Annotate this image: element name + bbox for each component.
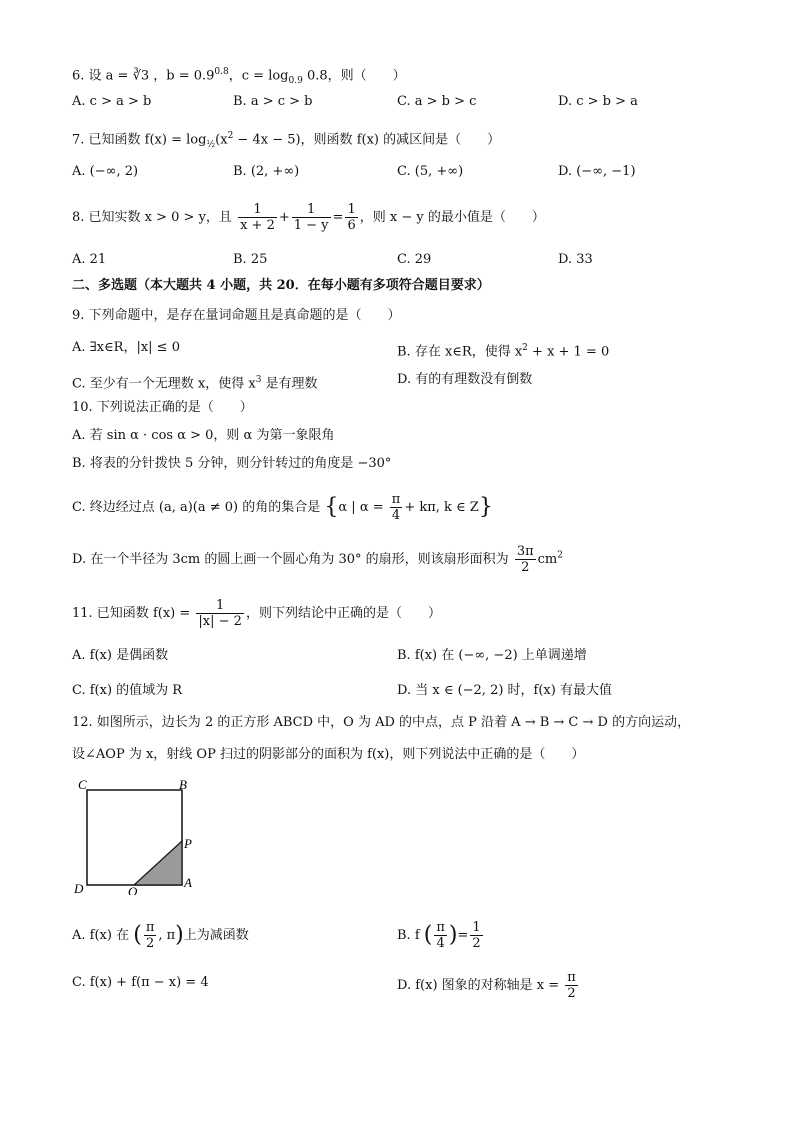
q12-option-c: C. f(x) + f(π − x) = 4 bbox=[72, 975, 209, 990]
q12-stem-line-2: 设∠AOP 为 x，射线 OP 扫过的阴影部分的面积为 f(x)，则下列说法中正确的是（ ） bbox=[72, 747, 585, 762]
q11-stem: 11. 已知函数 f(x) = $\frac{1}{|x| - 2}$ ，则下列结论中正确的是（ ） bbox=[72, 598, 441, 629]
q9-stem: 9. 下列命题中，是存在量词命题且是真命题的是（ ） bbox=[72, 308, 401, 323]
section-heading: 二、多选题（本大题共 4 小题，共 20．在每小题有多项符合题目要求） bbox=[72, 278, 490, 293]
label-p: P bbox=[184, 836, 192, 851]
q9-option-a: A. ∃x∈R，|x| ≤ 0 bbox=[72, 340, 180, 355]
q10-option-d: D. 在一个半径为 3cm 的圆上画一个圆心角为 30° 的扇形，则该扇形面积为 $\frac{3\pi}{2}$ $cm^2$ bbox=[72, 544, 563, 575]
q8-fraction-3: $\frac{1}{6}$ bbox=[347, 202, 356, 233]
q10-option-b: B. 将表的分针拨快 5 分钟，则分针转过的角度是 −30° bbox=[72, 456, 392, 471]
q12-option-a-fraction: $\frac{\pi}{2}$ bbox=[145, 920, 155, 951]
q8-option-b: B. 25 bbox=[233, 252, 268, 267]
label-d: D bbox=[74, 881, 84, 895]
q8-option-c: C. 29 bbox=[397, 252, 432, 267]
q6-option-a: A. c > a > b bbox=[72, 94, 152, 109]
square-figure bbox=[72, 775, 202, 895]
q9-option-c: C. 至少有一个无理数 x，使得 $x^3$ 是有理数 bbox=[72, 375, 318, 392]
q10-option-c-fraction: $\frac{\pi}{4}$ bbox=[391, 492, 401, 523]
q11-option-d: D. 当 x ∈ (−2, 2) 时，f(x) 有最大值 bbox=[397, 683, 612, 698]
q9-option-d: D. 有的有理数没有倒数 bbox=[397, 372, 533, 387]
q8-fraction-1: $\frac{1}{x + 2}$ bbox=[240, 202, 275, 233]
q7-option-d: D. (−∞, −1) bbox=[558, 164, 636, 179]
q11-fraction: $\frac{1}{|x| - 2}$ bbox=[198, 598, 242, 629]
q8-option-d: D. 33 bbox=[558, 252, 593, 267]
q8-stem: 8. 已知实数 x > 0 > y，且 $\frac{1}{x + 2}$ + $\frac{1}{1 - y}$ = $\frac{1}{6}$ ，则 x − y 的最小值是（ ） bbox=[72, 202, 545, 233]
q6-option-d: D. c > b > a bbox=[558, 94, 638, 109]
q12-option-d-fraction: $\frac{\pi}{2}$ bbox=[567, 970, 576, 1001]
q11-option-c: C. f(x) 的值域为 R bbox=[72, 683, 183, 698]
q7-option-c: C. (5, +∞) bbox=[397, 164, 464, 179]
q6-option-b: B. a > c > b bbox=[233, 94, 313, 109]
q12-stem-line-1: 12. 如图所示，边长为 2 的正方形 ABCD 中，O 为 AD 的中点，点 P 沿着 A → B → C → D 的方向运动， bbox=[72, 715, 691, 730]
label-a: A bbox=[184, 875, 192, 890]
q10-option-a: A. 若 sin α · cos α > 0，则 α 为第一象限角 bbox=[72, 428, 335, 443]
q12-option-b-result: $\frac{1}{2}$ bbox=[472, 920, 481, 951]
q7-option-b: B. (2, +∞) bbox=[233, 164, 300, 179]
q10-stem: 10. 下列说法正确的是（ ） bbox=[72, 400, 253, 415]
label-c: C bbox=[78, 777, 87, 792]
q7-stem: 7. 已知函数 $f(x) = \log_{\frac{1}{2}}(x^2 - 4x - 5)$，则函数 f(x) 的减区间是（ ） bbox=[72, 131, 501, 150]
q11-option-a: A. f(x) 是偶函数 bbox=[72, 648, 169, 663]
q10-option-c: C. 终边经过点 (a, a)(a ≠ 0) 的角的集合是 {α | α = $\frac{\pi}{4}$ + kπ, k ∈ Z} bbox=[72, 492, 493, 523]
q12-option-a: A. f(x) 在 ( $\frac{\pi}{2}$ , π)上为减函数 bbox=[72, 920, 249, 951]
q12-option-b: B. f ( $\frac{\pi}{4}$ )= $\frac{1}{2}$ bbox=[397, 920, 481, 951]
q8-option-a: A. 21 bbox=[72, 252, 107, 267]
q7-option-a: A. (−∞, 2) bbox=[72, 164, 139, 179]
q6-option-c: C. a > b > c bbox=[397, 94, 477, 109]
q10-option-d-fraction: $\frac{3\pi}{2}$ bbox=[516, 544, 534, 575]
q12-option-b-fraction: $\frac{\pi}{4}$ bbox=[436, 920, 445, 951]
q9-option-b: B. 存在 x∈R，使得 $x^2 + x + 1 = 0$ bbox=[397, 343, 610, 360]
q8-fraction-2: $\frac{1}{1 - y}$ bbox=[293, 202, 329, 233]
q11-option-b: B. f(x) 在 (−∞, −2) 上单调递增 bbox=[397, 648, 587, 663]
q6-stem: 6. 设 a = ∛3 ，$b = 0.9^{0.8}$，$c = \log_{0.9} 0.8$，则（ ） bbox=[72, 67, 406, 86]
label-b: B bbox=[179, 777, 187, 792]
label-o: O bbox=[128, 884, 138, 895]
q12-option-d: D. f(x) 图象的对称轴是 x = $\frac{\pi}{2}$ bbox=[397, 970, 576, 1001]
shaded-region bbox=[134, 841, 182, 885]
